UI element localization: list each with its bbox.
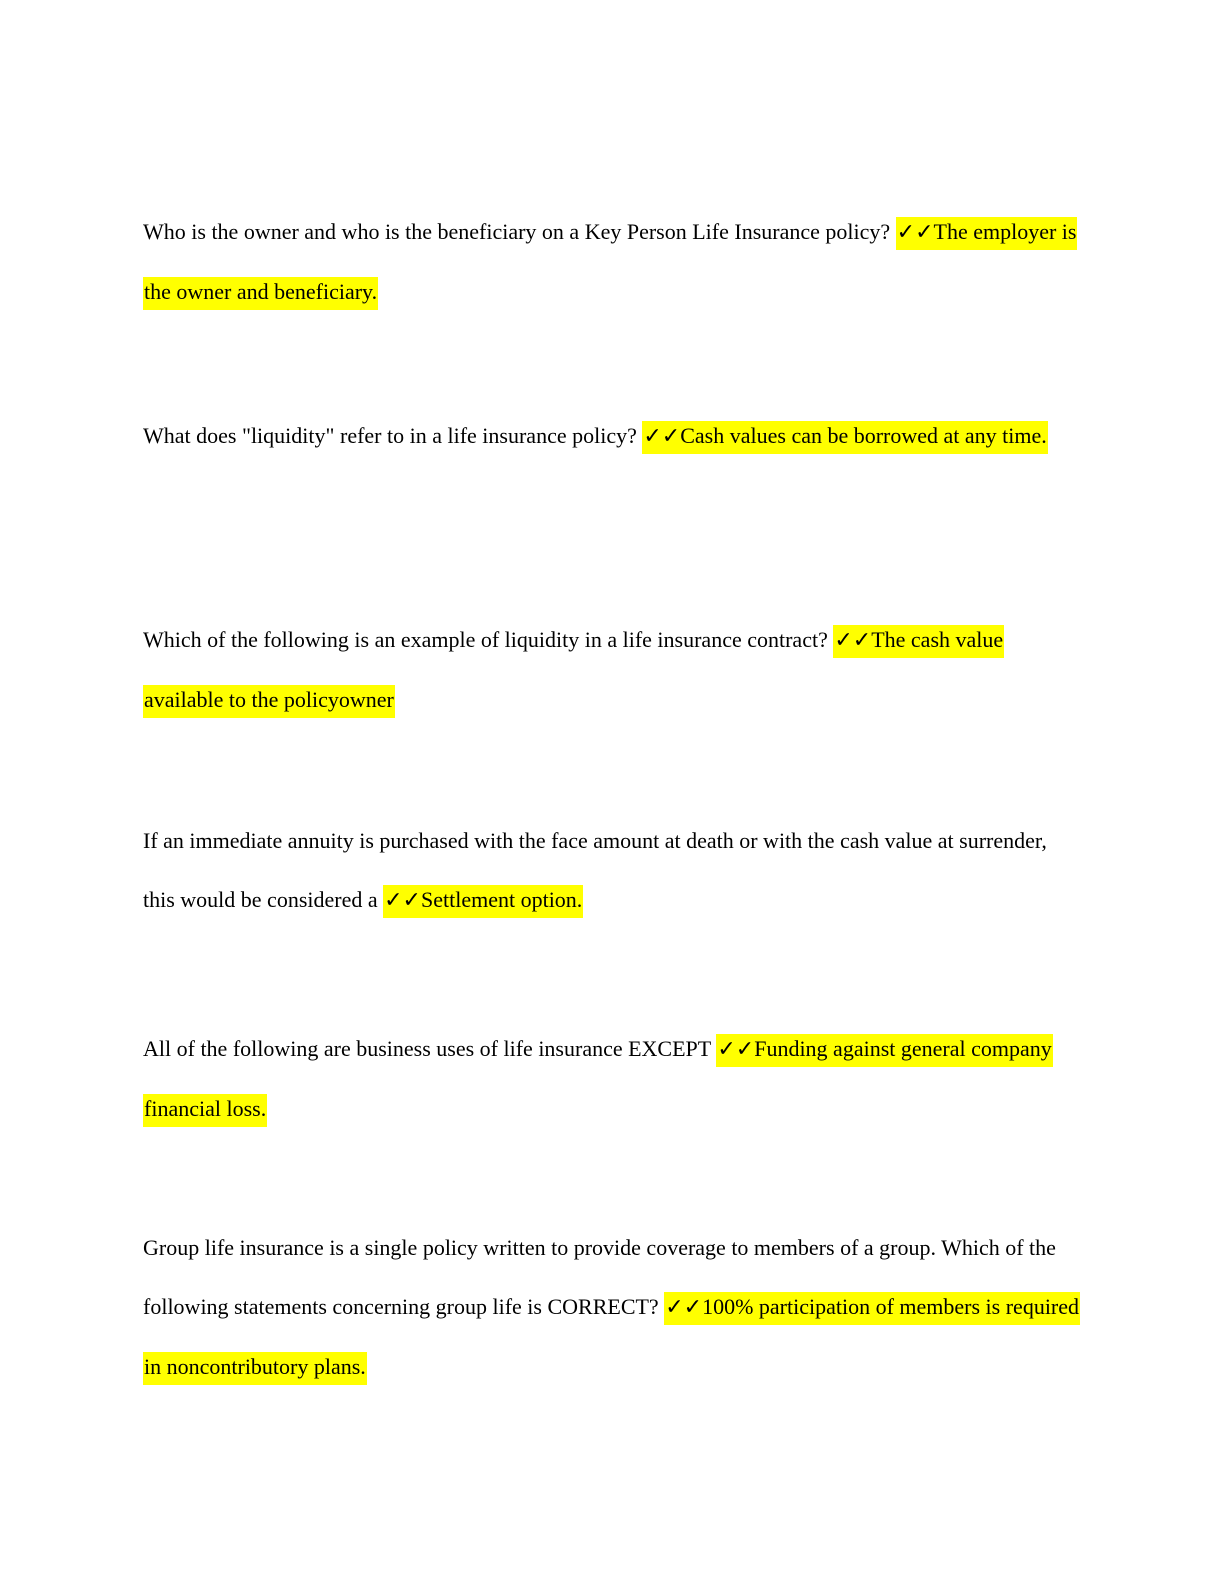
answer-text: Funding against general company financial loss. (144, 1036, 1052, 1121)
double-check-icon: ✓✓ (717, 1037, 755, 1062)
answer-text: Settlement option. (420, 887, 583, 912)
question-text: Who is the owner and who is the beneficiary on a Key Person Life Insurance policy? (143, 219, 891, 244)
qa-item (143, 610, 1083, 729)
answer-text: The cash value available to the policyowner (144, 627, 1004, 712)
double-check-icon: ✓✓ (896, 220, 934, 245)
question-text: What does "liquidity" refer to in a life insurance policy? (143, 423, 637, 448)
answer-text: 100% participation of members is required in noncontributory plans. (144, 1294, 1080, 1379)
answer-text: The employer is the owner and beneficiary. (144, 219, 1077, 304)
double-check-icon: ✓✓ (834, 628, 872, 653)
qa-item (143, 1218, 1083, 1396)
double-check-icon: ✓✓ (665, 1295, 703, 1320)
qa-item (143, 811, 1083, 930)
question-text: Group life insurance is a single policy written to provide coverage to members of a group. Which of the following statements concerning group life is CORRECT? (143, 1235, 1056, 1319)
qa-item (143, 1019, 1083, 1138)
question-text: If an immediate annuity is purchased with the face amount at death or with the cash value at surrender, this would be considered a (143, 828, 1047, 912)
double-check-icon: ✓✓ (384, 888, 421, 913)
qa-item (143, 406, 1083, 466)
double-check-icon: ✓✓ (643, 424, 681, 449)
answer-highlight (642, 421, 1047, 454)
qa-item (143, 202, 1083, 321)
answer-highlight (383, 885, 583, 918)
question-text: Which of the following is an example of liquidity in a life insurance contract? (143, 627, 828, 652)
question-text: All of the following are business uses of life insurance EXCEPT (143, 1036, 711, 1061)
answer-text: Cash values can be borrowed at any time. (680, 423, 1047, 448)
